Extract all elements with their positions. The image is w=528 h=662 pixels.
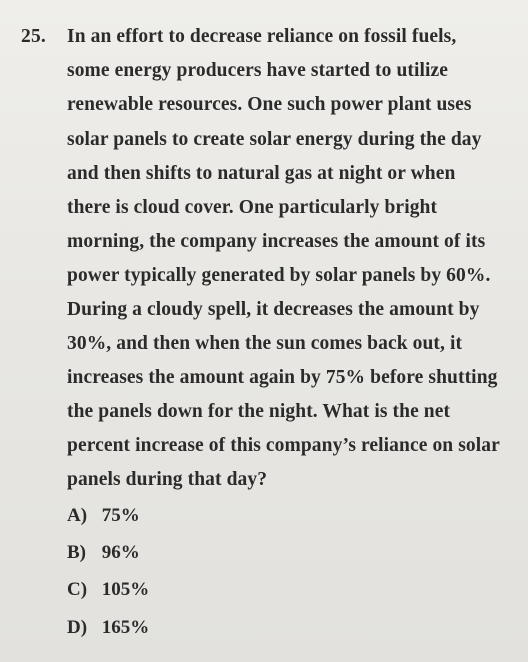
choice-letter: C)	[67, 579, 88, 600]
question-line: 30%, and then when the sun comes back out, it	[67, 333, 463, 354]
question-line: some energy producers have started to utilize	[67, 60, 449, 81]
question-line: and then shifts to natural gas at night or when	[67, 163, 456, 184]
question-line: increases the amount again by 75% before shutting	[67, 367, 498, 388]
choice-b[interactable]	[67, 542, 140, 564]
choice-value: 75%	[101, 505, 140, 526]
choice-letter: A)	[67, 505, 88, 526]
question-line: percent increase of this company’s reliance on solar	[67, 435, 500, 456]
choice-value: 165%	[101, 617, 150, 638]
question-line: During a cloudy spell, it decreases the amount by	[67, 299, 480, 320]
choice-letter: D)	[67, 617, 88, 638]
question-line: panels during that day?	[67, 469, 268, 490]
question-line: solar panels to create solar energy during the day	[67, 129, 482, 150]
choice-value: 105%	[101, 579, 150, 600]
choice-c[interactable]	[67, 579, 149, 601]
question-line: the panels down for the night. What is the net	[67, 401, 451, 422]
question-line: power typically generated by solar panels by 60%.	[67, 265, 491, 286]
question-line: renewable resources. One such power plant uses	[67, 94, 472, 115]
question-line: there is cloud cover. One particularly bright	[67, 197, 438, 218]
question-number: 25.	[21, 26, 46, 47]
question-line: morning, the company increases the amount of its	[67, 231, 486, 252]
choice-a[interactable]	[67, 505, 140, 527]
question-line: In an effort to decrease reliance on fossil fuels,	[67, 26, 457, 47]
choice-value: 96%	[101, 542, 140, 563]
choice-letter: B)	[67, 542, 86, 563]
choice-d[interactable]	[67, 617, 149, 639]
